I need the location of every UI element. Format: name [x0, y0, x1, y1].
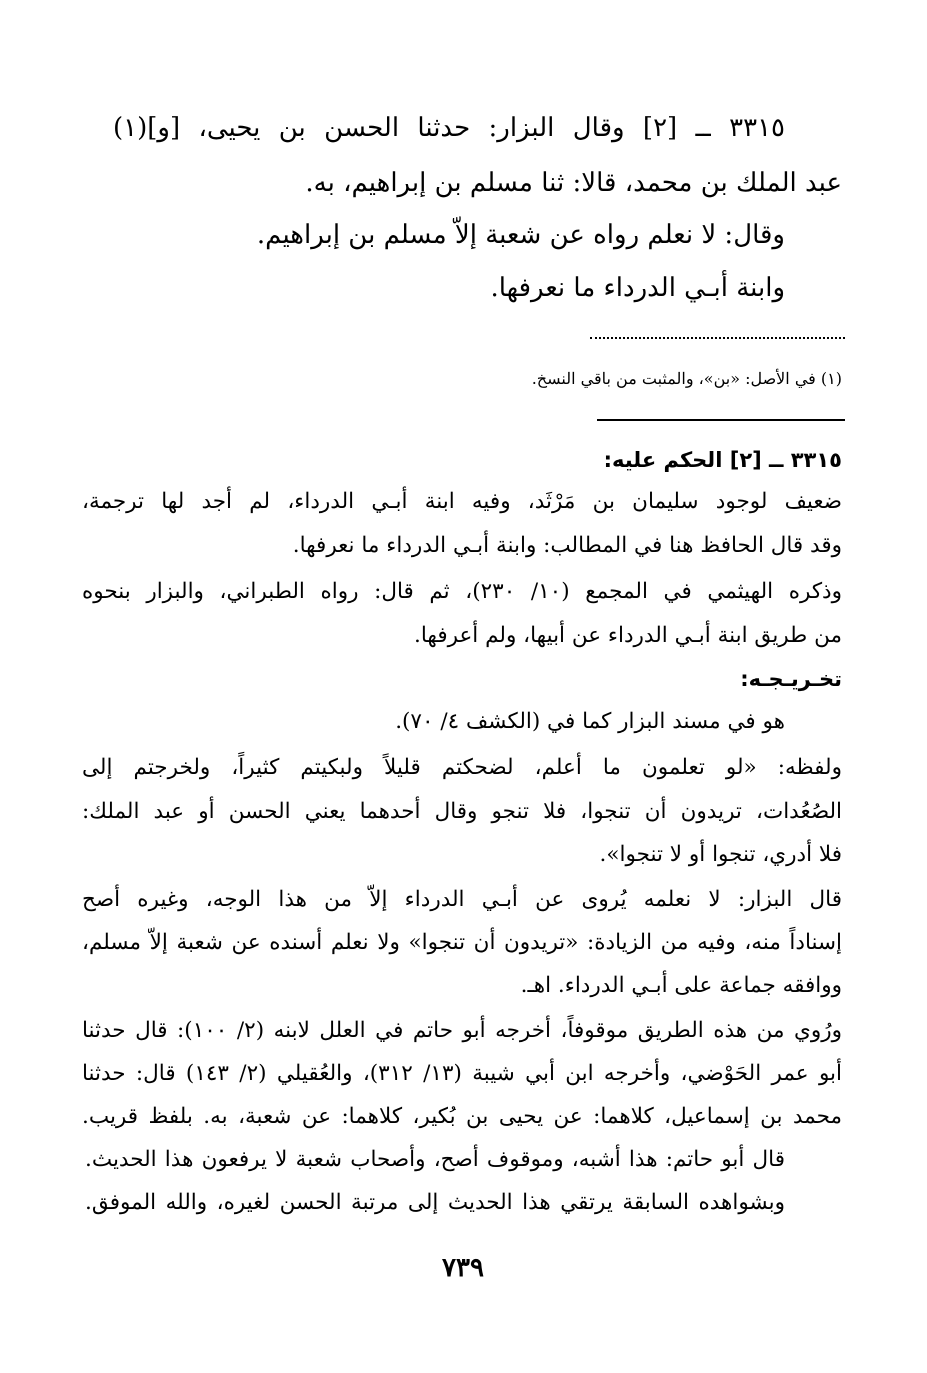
ruling-line-3: وذكره الهيثمي في المجمع (١٠/ ٢٣٠)، ثم قال: رواه الطبراني، والبزار بنحوه — [82, 579, 842, 604]
takhrij-line-1: هو في مسند البزار كما في (الكشف ٤/ ٧٠). — [395, 709, 785, 734]
takhrij-line-4: فلا أدري، تنجوا أو لا تنجوا». — [599, 842, 842, 867]
footnote: (١) في الأصل: «بن»، والمثبت من باقي النسخ. — [531, 369, 842, 388]
takhrij-line-10: محمد بن إسماعيل، كلاهما: عن يحيى بن بُكير، كلاهما: عن شعبة، به. بلفظ قريب. — [82, 1104, 842, 1129]
takhrij-line-9: أبو عمر الحَوْضي، وأخرجه ابن أبي شيبة (١٣/ ٣١٢)، والعُقيلي (٢/ ١٤٣) قال: حدثنا — [82, 1061, 842, 1086]
takhrij-line-12: وبشواهده السابقة يرتقي هذا الحديث إلى مرتبة الحسن لغيره، والله الموفق. — [85, 1190, 785, 1215]
ruling-line-1: ضعيف لوجود سليمان بن مَرْثَد، وفيه ابنة أبـي الدرداء، لم أجد لها ترجمة، — [82, 489, 842, 514]
heading-ruling: ٣٣١٥ ــ [٢] الحكم عليه: — [603, 448, 842, 472]
commentary-divider — [597, 419, 845, 421]
main-text-line-1: ٣٣١٥ ــ [٢] وقال البزار: حدثنا الحسن بن يحيى، [و](١) — [113, 113, 785, 143]
takhrij-line-5: قال البزار: لا نعلمه يُروى عن أبـي الدرداء إلاّ من هذا الوجه، وغيره أصح — [82, 887, 842, 912]
main-text-line-3: وقال: لا نعلم رواه عن شعبة إلاّ مسلم بن إبراهيم. — [256, 220, 785, 250]
main-text-line-4: وابنة أبـي الدرداء ما نعرفها. — [490, 273, 785, 303]
takhrij-line-3: الصُعُدات، تريدون أن تنجوا، فلا تنجو وقال أحدهما يعني الحسن أو عبد الملك: — [82, 799, 842, 824]
takhrij-line-6: إسناداً منه، وفيه من الزيادة: «تريدون أن تنجوا» ولا نعلم أسنده عن شعبة إلاّ مسلم، — [82, 930, 842, 955]
footnote-separator — [590, 337, 845, 343]
takhrij-line-2: ولفظه: «لو تعلمون ما أعلم، لضحكتم قليلاً ولبكيتم كثيراً، ولخرجتم إلى — [82, 755, 842, 780]
main-text-line-2: عبد الملك بن محمد، قالا: ثنا مسلم بن إبراهيم، به. — [305, 168, 842, 198]
takhrij-line-11: قال أبو حاتم: هذا أشبه، وموقوف أصح، وأصحاب شعبة لا يرفعون هذا الحديث. — [85, 1147, 785, 1172]
heading-takhrij: تخـريـجـه: — [740, 667, 842, 691]
takhrij-line-7: ووافقه جماعة على أبـي الدرداء. اهـ. — [520, 973, 842, 998]
takhrij-line-8: ورُوي من هذه الطريق موقوفاً، أخرجه أبو حاتم في العلل لابنه (٢/ ١٠٠): قال حدثنا — [82, 1018, 842, 1043]
page-number: ٧٣٩ — [442, 1253, 484, 1283]
ruling-line-4: من طريق ابنة أبـي الدرداء عن أبيها، ولم أعرفها. — [414, 623, 842, 648]
ruling-line-2: وقد قال الحافظ هنا في المطالب: وابنة أبـي الدرداء ما نعرفها. — [292, 533, 842, 558]
